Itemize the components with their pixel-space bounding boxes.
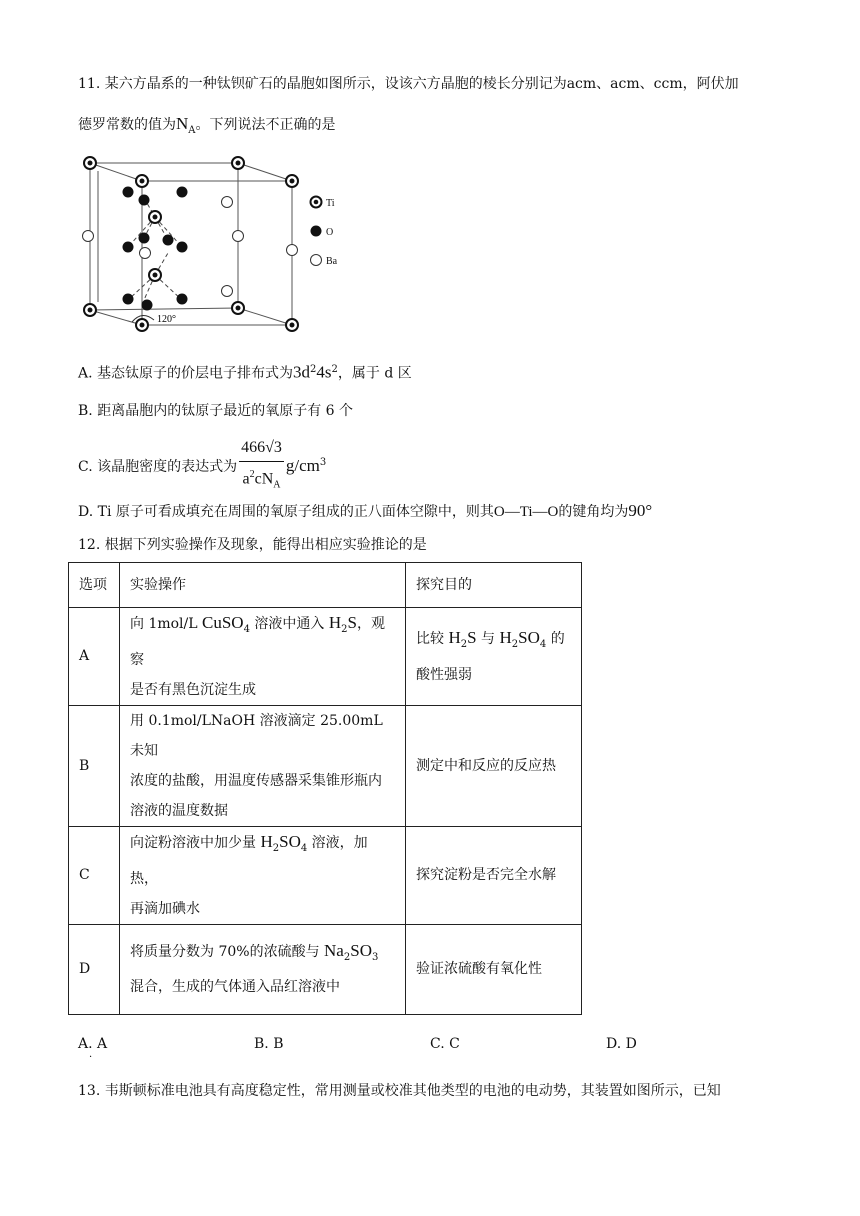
q12-title: 12. 根据下列实验操作及现象，能得出相应实验推论的是 — [78, 537, 427, 553]
q12-answer-b: B. B — [254, 1036, 284, 1052]
legend-ba: Ba — [326, 256, 338, 267]
table-row — [69, 924, 582, 1014]
experiment-table — [68, 562, 582, 1015]
q11-text-line2: 德罗常数的值为$N_A$。下列说法不正确的是 — [78, 114, 336, 136]
decorative-dot: · — [89, 1052, 93, 1063]
ba-atoms — [83, 197, 298, 297]
q12-answer-c: C. C — [430, 1036, 460, 1052]
row-goal: 比较 $H_2S$ 与 $H_2SO_4$ 的 酸性强弱 — [406, 608, 582, 706]
row-key: C — [69, 826, 120, 924]
legend-o: O — [326, 227, 334, 238]
q11-option-c: C. 该晶胞密度的表达式为 $\frac{466√3}{a^2cN_A}$ $g/cm^3$ — [78, 436, 326, 498]
angle-label: 120° — [157, 314, 176, 325]
o-atoms — [123, 187, 188, 311]
row-operation: 将质量分数为 70%的浓硫酸与 $Na_2SO_3$ 混合，生成的气体通入品红溶液中 — [120, 924, 406, 1014]
table-header-row — [69, 563, 582, 608]
row-operation: 向 1mol/L CuSO$_4$ 溶液中通入 $H_2S$，观察 是否有黑色沉淀生成 — [120, 608, 406, 706]
row-key: D — [69, 924, 120, 1014]
table-row — [69, 608, 582, 706]
q11-option-a: A. 基态钛原子的价层电子排布式为$3d^24s^2$，属于 d 区 — [78, 362, 412, 382]
q11-option-b: B. 距离晶胞内的钛原子最近的氧原子有 6 个 — [78, 403, 353, 419]
crystal-cell-figure — [70, 150, 360, 340]
row-key: B — [69, 705, 120, 826]
density-fraction: $\frac{466√3}{a^2cN_A}$ — [239, 436, 284, 498]
header-option: 选项 — [69, 563, 120, 608]
q11-text-line1: 11. 某六方晶系的一种钛钡矿石的晶胞如图所示，设该六方晶胞的棱长分别记为acm、acm、ccm，阿伏加 — [78, 76, 739, 92]
row-key: A — [69, 608, 120, 706]
ti-atoms — [84, 157, 298, 331]
q13-text-line1: 13. 韦斯顿标准电池具有高度稳定性，常用测量或校准其他类型的电池的电动势，其装置如图所示，已知 — [78, 1083, 721, 1099]
row-operation: 用 0.1mol/LNaOH 溶液滴定 25.00mL 未知 浓度的盐酸，用温度传感器采集锥形瓶内 溶液的温度数据 — [120, 705, 406, 826]
table-row — [69, 705, 582, 826]
row-goal: 测定中和反应的反应热 — [406, 705, 582, 826]
row-goal: 探究淀粉是否完全水解 — [406, 826, 582, 924]
q11-option-d: D. Ti 原子可看成填充在周围的氧原子组成的正八面体空隙中，则其O—Ti—O的键角均为90° — [78, 501, 653, 520]
header-operation: 实验操作 — [120, 563, 406, 608]
legend-ti: Ti — [326, 198, 335, 209]
row-goal: 验证浓硫酸有氧化性 — [406, 924, 582, 1014]
q12-answer-d: D. D — [606, 1036, 637, 1052]
q12-answer-a: A. A — [78, 1036, 108, 1052]
table-row — [69, 826, 582, 924]
row-operation: 向淀粉溶液中加少量 $H_2SO_4$ 溶液，加热， 再滴加碘水 — [120, 826, 406, 924]
header-goal: 探究目的 — [406, 563, 582, 608]
legend — [311, 197, 338, 268]
